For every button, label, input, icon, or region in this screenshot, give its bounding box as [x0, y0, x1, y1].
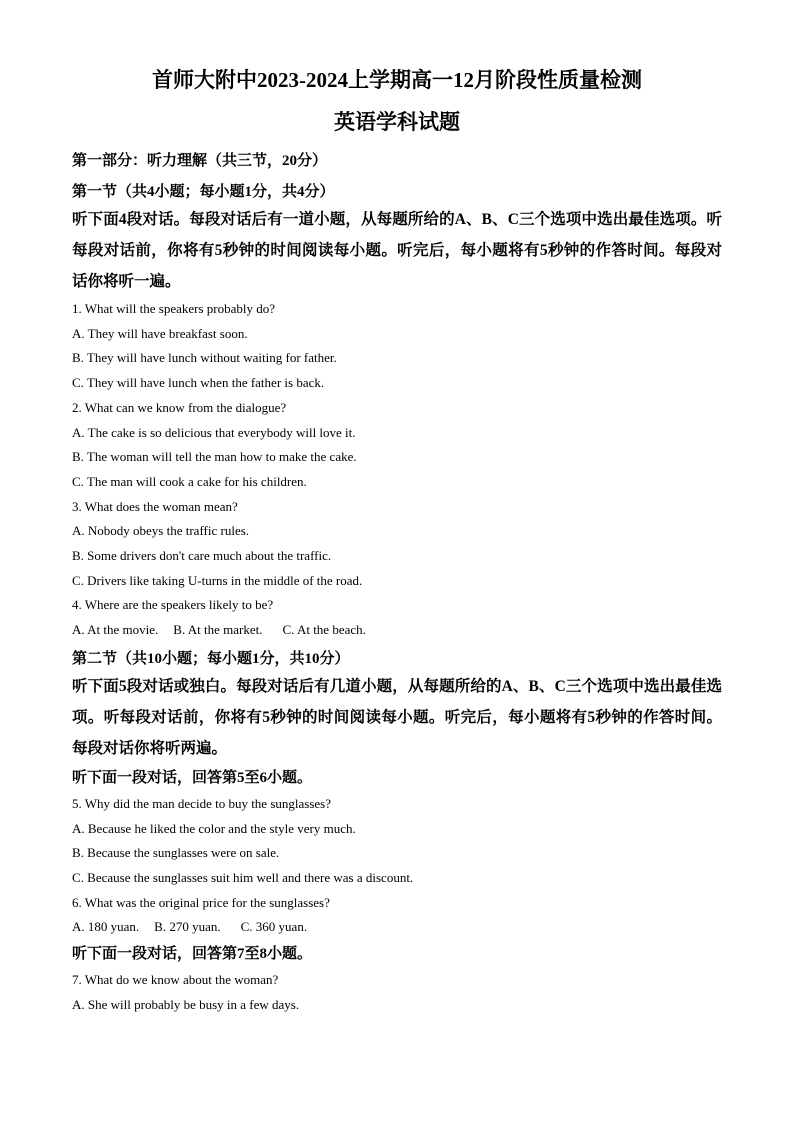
question-stem: 1. What will the speakers probably do?	[72, 301, 276, 316]
section2-heading: 第二节（共10小题；每小题1分，共10分）	[72, 650, 350, 667]
question-option: A. The cake is so delicious that everybody will love it.	[72, 424, 356, 440]
question-option: B. Some drivers don't care much about the traffic.	[72, 548, 332, 564]
question-option: C. The man will cook a cake for his children.	[72, 473, 307, 489]
section2-instructions: 听下面5段对话或独白。每段对话后有几道小题，从每题所给的A、B、C三个选项中选出最佳选项。听每段对话前，你将有5秒钟的时间阅读每小题。听完后，每小题将有5秒钟的作答时间。每段对话你将听两遍。	[72, 677, 722, 757]
question-option: A. At the movie.	[72, 622, 159, 638]
question-stem: 7. What do we know about the woman?	[72, 972, 279, 988]
question-stem: 6. What was the original price for the sunglasses?	[72, 894, 330, 910]
question-option: B. They will have lunch without waiting for father.	[72, 350, 337, 366]
question-option: A. 180 yuan.	[72, 919, 140, 935]
question-option: C. Drivers like taking U-turns in the middle of the road.	[72, 572, 363, 588]
group1-questions	[72, 792, 722, 940]
question-option: C. 360 yuan.	[240, 919, 308, 935]
question-stem: 5. Why did the man decide to buy the sunglasses?	[72, 795, 331, 811]
part1-heading: 第一部分：听力理解（共三节，20分）	[72, 153, 328, 169]
question-stem: 4. Where are the speakers likely to be?	[72, 597, 274, 613]
group2-questions	[72, 968, 722, 1017]
question-stem: 3. What does the woman mean?	[72, 498, 238, 514]
question-options-row	[72, 915, 722, 940]
question-option: A. Nobody obeys the traffic rules.	[72, 523, 250, 539]
exam-subtitle: 英语学科试题	[334, 110, 460, 134]
exam-page	[72, 66, 722, 1017]
question-option: C. Because the sunglasses suit him well and there was a discount.	[72, 869, 414, 885]
question-options-row	[72, 618, 722, 643]
question-option: B. The woman will tell the man how to make the cake.	[72, 449, 357, 465]
question-option: A. Because he liked the color and the style very much.	[72, 820, 356, 836]
question-option: B. Because the sunglasses were on sale.	[72, 845, 280, 861]
question-option: A. She will probably be busy in a few days.	[72, 996, 300, 1012]
question-option: C. They will have lunch when the father is back.	[72, 375, 325, 391]
question-option: B. At the market.	[173, 622, 263, 638]
question-option: B. 270 yuan.	[154, 919, 221, 935]
question-option: A. They will have breakfast soon.	[72, 325, 248, 341]
group2-heading: 听下面一段对话，回答第7至8小题。	[72, 946, 313, 963]
section1-heading: 第一节（共4小题；每小题1分，共4分）	[72, 184, 335, 200]
section1-instructions: 听下面4段对话。每段对话后有一道小题，从每题所给的A、B、C三个选项中选出最佳选项。听每段对话前，你将有5秒钟的时间阅读每小题。听完后，每小题将有5秒钟的作答时间。每段对话你将听一遍。	[72, 211, 722, 290]
section1-questions	[72, 297, 722, 643]
question-option: C. At the beach.	[282, 622, 366, 638]
group1-heading: 听下面一段对话，回答第5至6小题。	[72, 769, 313, 786]
exam-title: 首师大附中2023-2024上学期高一12月阶段性质量检测	[152, 68, 642, 92]
question-stem: 2. What can we know from the dialogue?	[72, 399, 287, 415]
